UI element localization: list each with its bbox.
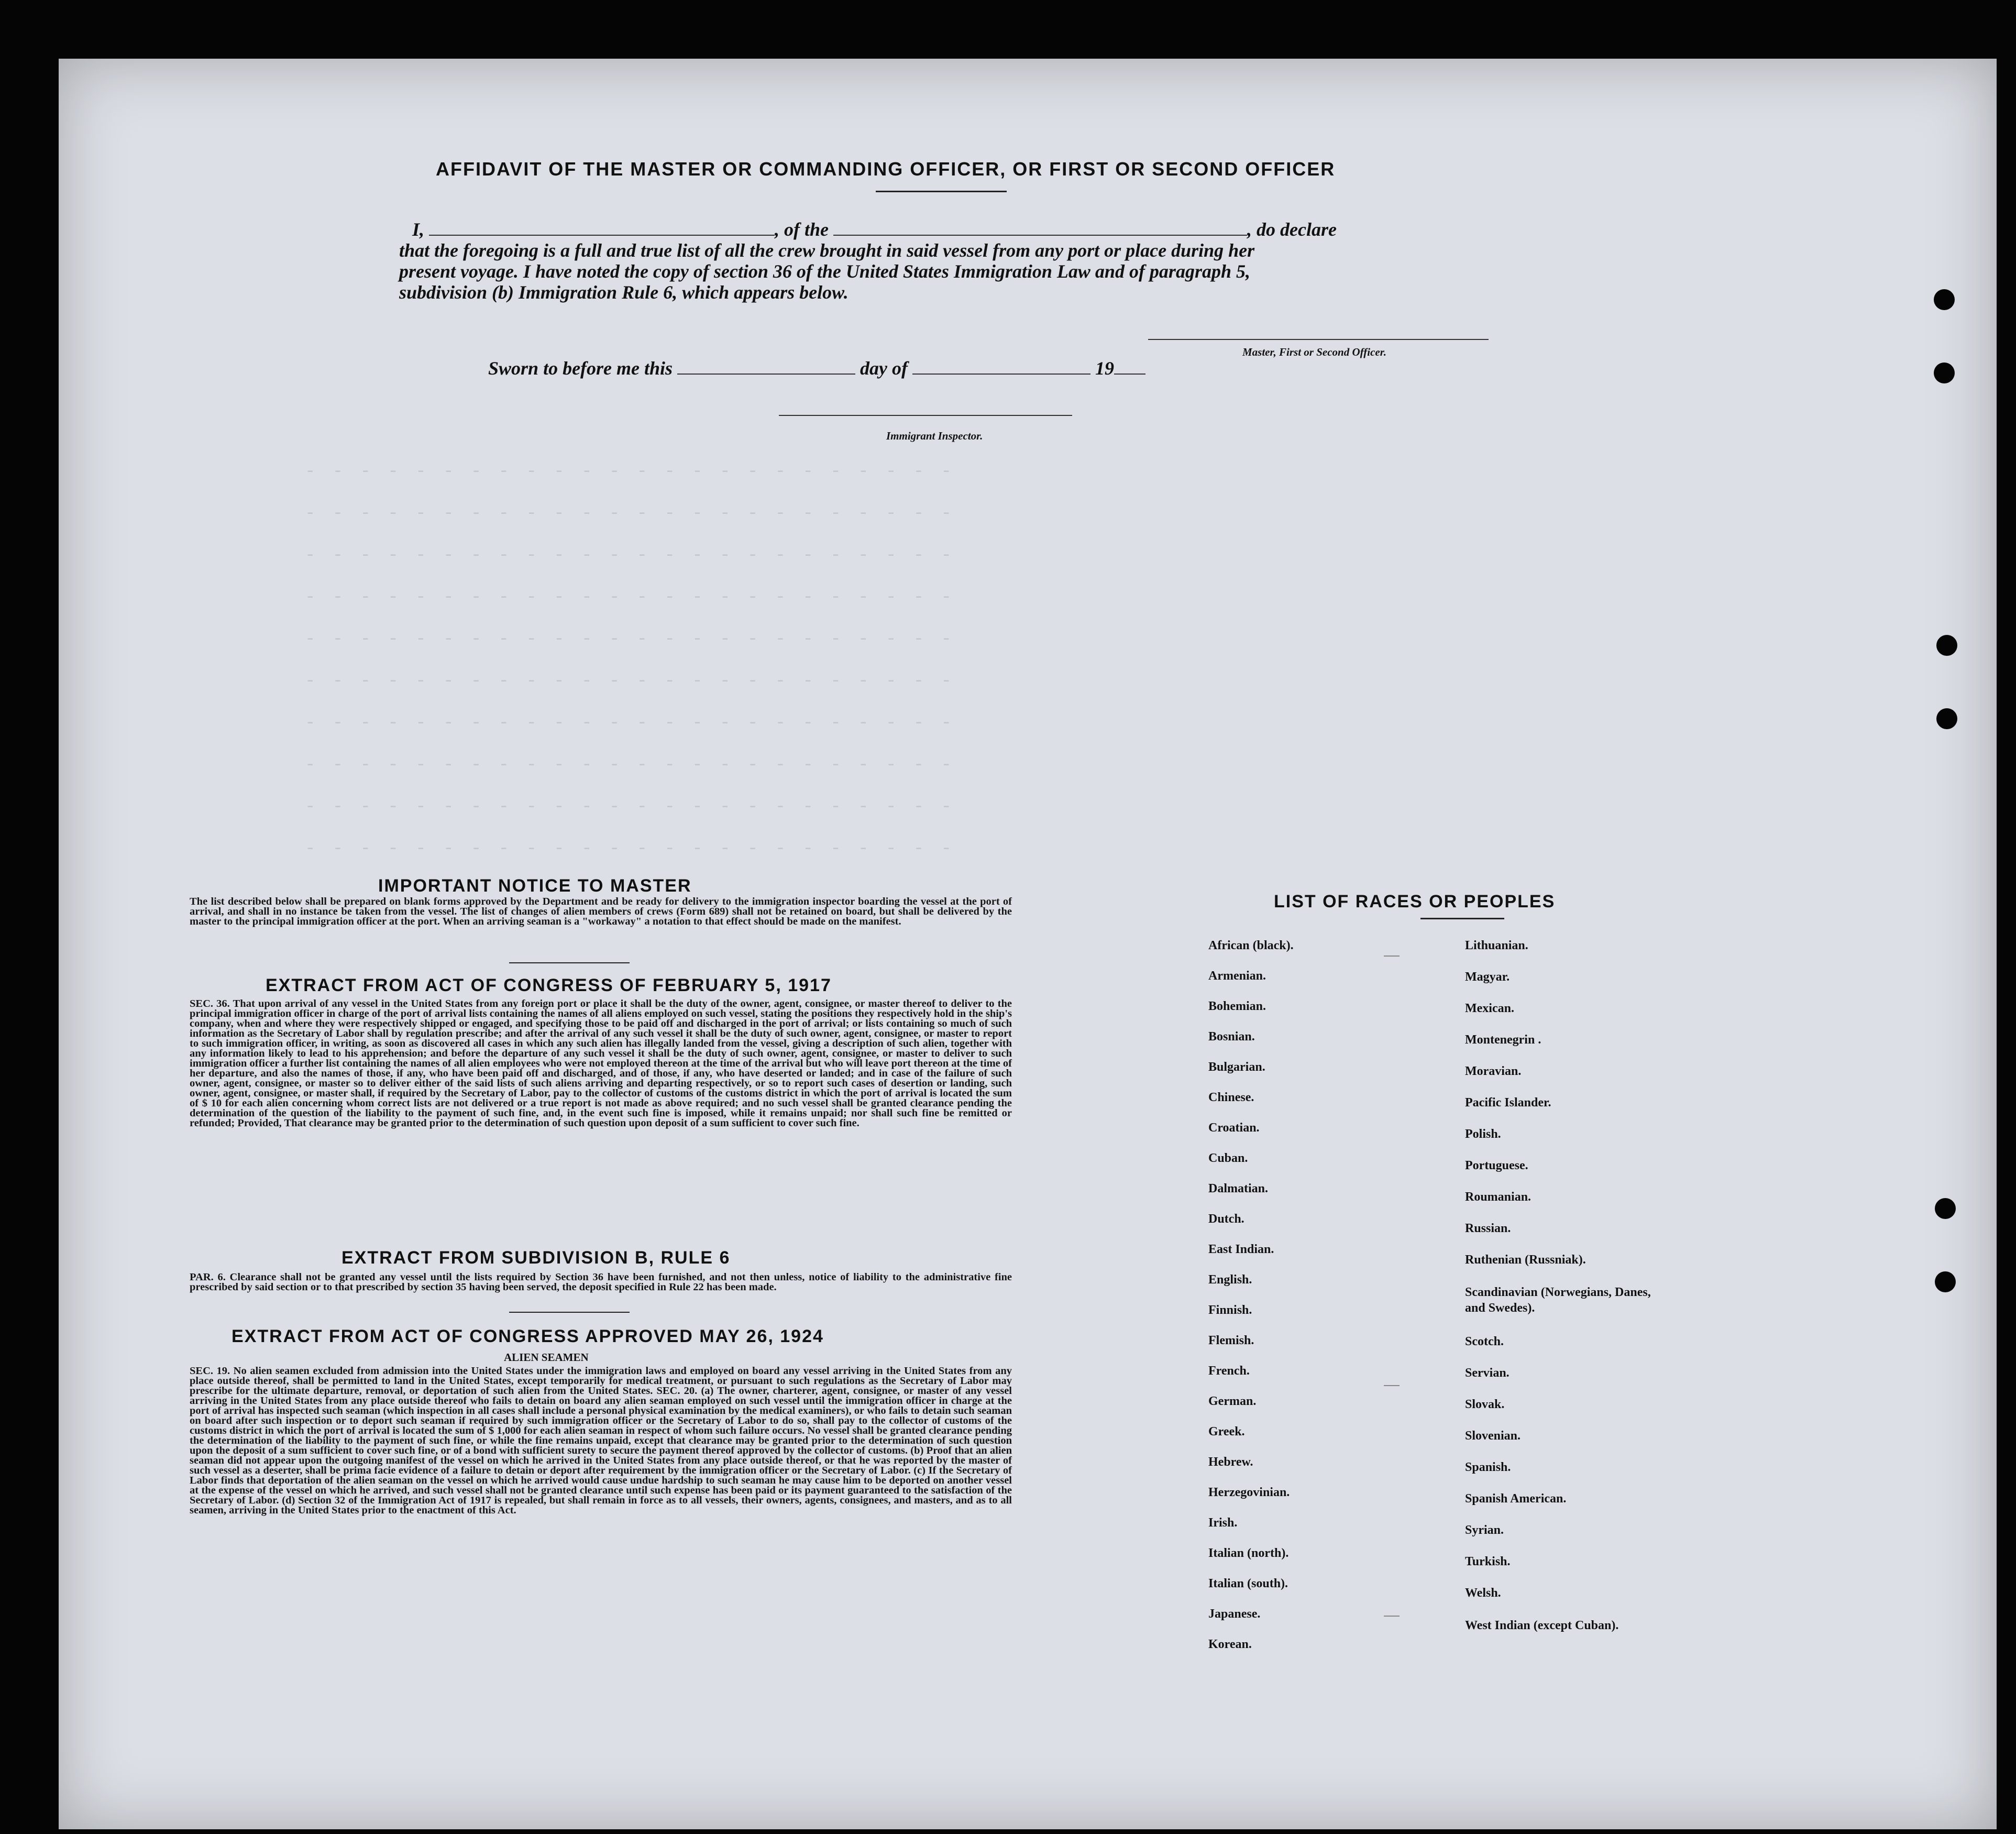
affidavit-of-the: , of the [775, 219, 829, 240]
race-item: Bohemian. [1208, 1000, 1266, 1013]
divider [1420, 918, 1504, 919]
punch-hole [1936, 635, 1957, 656]
punch-hole [1935, 1271, 1956, 1292]
race-item: Armenian. [1208, 969, 1266, 983]
extract-1917-title: EXTRACT FROM ACT OF CONGRESS OF FEBRUARY 5, 1917 [266, 975, 832, 995]
affidavit-line1 [412, 218, 1337, 240]
race-item: German. [1208, 1394, 1257, 1408]
extract-1924-title: EXTRACT FROM ACT OF CONGRESS APPROVED MAY 26, 1924 [232, 1326, 824, 1346]
race-item: Irish. [1208, 1516, 1238, 1530]
race-item: Polish. [1465, 1127, 1501, 1141]
punch-hole [1936, 708, 1957, 729]
sworn-year: 19 [1095, 358, 1115, 379]
race-item: Chinese. [1208, 1091, 1254, 1104]
race-item: Flemish. [1208, 1334, 1254, 1347]
race-item: Slovenian. [1465, 1429, 1521, 1443]
affidavit-do-declare: , do declare [1247, 219, 1337, 240]
divider [509, 1312, 630, 1313]
document-sheet: - - - - - - - - - - - - - - - - - - - - - - - - - - - - - - - - - - - - - - - - - - - - - - - - - - - - - - - - - - - - - - - - - - - - - - - - - - - - - - - - - - - - - - - - - - - - - - - - - - - - - - - - - - - - - - - - - - - - - - - - - - - - - - - - - - - - - - - - - - - - - - - - - - - - - - - - - - - - - - - - - - - - - - - - - - - - - - - - - - - - - - - - - - - - - - - - - - - - - - - - - - - - - - - - - - - - - - - - - - - - - - - - - - - - - - - - - - - - - - - - AFFIDAVIT OF THE MASTER OR COMMANDING OFFICER, OR FIRST OR SECOND OFFICER I, , of the , do declare that the foregoing is a full and true list of all the crew brought in said vessel from any port or place during her present voyage. I have noted the copy of section 36 of the United States Immigration Law and of paragraph 5, subdivision (b) Immigration Rule 6, which appears below. Master, First or Second Officer. Sworn to before me this day of 19 Immigrant Inspector. IMPORTANT NOTICE TO MASTER The list described below shall be prepared on blank forms approved by the Department and be ready for delivery to the immigration inspector boarding the vessel at the port of arrival, and shall in no instance be taken from the vessel. The list of changes of alien members of crews (Form 689) shall not be retained on board, but shall be delivered by the master to the principal immigration officer at the port. When an arriving seaman is a "workaway" a notation to that effect should be made on the manifest. EXTRACT FROM ACT OF CONGRESS OF FEBRUARY 5, 1917 SEC. 36. That upon arrival of any vessel in the United States from any foreign port or place it shall be the duty of the owner, agent, consignee, or master thereof to deliver to the principal immigration officer in charge of the port of arrival lists containing the names of all aliens employed on such vessel, stating the positions they respectively hold in the ship's company, when and where they were respectively shipped or engaged, and specifying those to be paid off and discharged in the port of arrival; or lists containing so much of such information as the Secretary of Labor shall by regulation prescribe; and after the arrival of any such vessel it shall be the duty of such owner, agent, consignee, or master to report to such immigration officer, in writing, as soon as discovered all cases in which any such alien has illegally landed from the vessel, giving a description of such alien, together with any information likely to lead to his apprehension; and before the departure of any such vessel it shall be the duty of such owner, agent, consignee, or master to deliver to such immigration officer a further list containing the names of all alien employees who were not employed thereon at the time of the arrival but who will leave port thereon at the time of her departure, and also the names of those, if any, who have been paid off and discharged, and of those, if any, who have deserted or landed; and in case of the failure of such owner, agent, consignee, or master so to deliver either of the said lists of such aliens arriving and departing respectively, or so to report such cases of desertion or landing, such owner, agent, consignee, or master shall, if required by the Secretary of Labor, pay to the collector of customs of the customs district in which the port of arrival is located the sum of $ 10 for each alien concerning whom correct lists are not delivered or a true report is not made as above required; and no such vessel shall be granted clearance pending the determination of the question of the liability to the payment of such fine, and, in the event such fine is imposed, while it remains unpaid; nor shall such fine be remitted or refunded; Provided, That clearance may be granted prior to the determination of such question upon deposit of a sum sufficient to cover such fine. EXTRACT FROM SUBDIVISION B, RULE 6 PAR. 6. Clearance shall not be granted any vessel until the lists required by Section 36 have been furnished, and not then unless, notice of liability to the administrative fine prescribed by said section or to that prescribed by section 35 having been served, the deposit specified in Rule 22 has been made. EXTRACT FROM ACT OF CONGRESS APPROVED MAY 26, 1924 ALIEN SEAMEN SEC. 19. No alien seamen excluded from admission into the United States under the immigration laws and employed on board any vessel arriving in the United States from any place outside thereof, shall be permitted to land in the United States, except temporarily for medical treatment, or pursuant to such regulations as the Secretary of Labor may prescribe for the ultimate departure, removal, or deportation of such alien from the United States. SEC. 20. (a) The owner, charterer, agent, consignee, or master of any vessel arriving in the United States from any place outside thereof who fails to detain on board any alien seaman employed on such vessel until the immigration officer in charge at the port of arrival has inspected such seaman (which inspection in all cases shall include a personal physical examination by the medical examiners), or who fails to detain such seaman on board after such inspection or to deport such seaman if required by such immigration officer or the Secretary of Labor to do so, shall pay to the collector of customs of the customs district in which the port of arrival is located the sum of $ 1,000 for each alien seaman in respect of whom such failure occurs. No vessel shall be granted clearance pending the determination of the liability to the payment of such fine, or while the fine remains unpaid, except that clearance may be granted prior to the determination of such question upon the deposit of a sum sufficient to cover such fine, or of a bond with sufficient surety to secure the payment thereof approved by the collector of customs. (b) Proof that an alien seaman did not appear upon the outgoing manifest of the vessel on which he arrived in the United States from any place outside thereof, or that he was reported by the master of such vessel as a deserter, shall be prima facie evidence of a failure to detain or deport after requirement by the immigration officer or the Secretary of Labor. (c) If the Secretary of Labor finds that deportation of the alien seaman on the vessel on which he arrived would cause undue hardship to such seaman he may cause him to be deported on another vessel at the expense of the vessel on which he arrived, and such vessel shall not be granted clearance until such expense has been paid or its payment guaranteed to the satisfaction of the Secretary of Labor. (d) Section 32 of the Immigration Act of 1917 is repealed, but shall remain in force as to all vessels, their owners, agents, consignees, and masters, and as to all seamen, arriving in the United States prior to the enactment of this Act. LIST OF RACES OR PEOPLES African (black). Armenian. Bohemian. Bosnian. Bulgarian. Chinese. Croatian. Cuban. Dalmatian. Dutch. East Indian. English. Finnish. Flemish. French. German. Greek. Hebrew. Herzegovinian. Irish. Italian (north). Italian (south). Japanese. Korean. Lithuanian. Magyar. Mexican. Montenegrin . Moravian. Pacific Islander. Polish. Portuguese. Roumanian. Russian. Ruthenian (Russniak). Scandinavian (Norwegians, Danes, and Swedes). Scotch. Servian. Slovak. Slovenian. Spanish. Spanish American. Syrian. Turkish. Welsh. West Indian (except Cuban). [59, 59, 1997, 1829]
race-item: Roumanian. [1465, 1190, 1532, 1204]
race-item: Russian. [1465, 1222, 1511, 1235]
race-item: Italian (north). [1208, 1546, 1289, 1560]
extract-1924-body: SEC. 19. No alien seamen excluded from admission into the United States under the immigration laws and employed on board any vessel arriving in the United States from any place outside thereof, shall be permitted to land in the United States, except temporarily for medical treatment, or pursuant to such regulations as the Secretary of Labor may prescribe for the ultimate departure, removal, or deportation of such alien from the United States. SEC. 20. (a) The owner, charterer, agent, consignee, or master of any vessel arriving in the United States from any place outside thereof who fails to detain on board any alien seaman employed on such vessel until the immigration officer in charge at the port of arrival has inspected such seaman (which inspection in all cases shall include a personal physical examination by the medical examiners), or who fails to detain such seaman on board after such inspection or to deport such seaman if required by such immigration officer or the Secretary of Labor to do so, shall pay to the collector of customs of the customs district in which the port of arrival is located the sum of $ 1,000 for each alien seaman in respect of whom such failure occurs. No vessel shall be granted clearance pending the determination of the liability to the payment of such fine, or while the fine remains unpaid, except that clearance may be granted prior to the determination of such question upon the deposit of a sum sufficient to cover such fine, or of a bond with sufficient surety to secure the payment thereof approved by the collector of customs. (b) Proof that an alien seaman did not appear upon the outgoing manifest of the vessel on which he arrived in the United States from any place outside thereof, or that he was reported by the master of such vessel as a deserter, shall be prima facie evidence of a failure to detain or deport after requirement by the immigration officer or the Secretary of Labor. (c) If the Secretary of Labor finds that deportation of the alien seaman on the vessel on which he arrived would cause undue hardship to such seaman he may cause him to be deported on another vessel at the expense of the vessel on which he arrived, and such vessel shall not be granted clearance until such expense has been paid or its payment guaranteed to the satisfaction of the Secretary of Labor. (d) Section 32 of the Immigration Act of 1917 is repealed, but shall remain in force as to all vessels, their owners, agents, consignees, and masters, and as to all seamen, arriving in the United States prior to the enactment of this Act. [190, 1365, 1012, 1516]
affidavit-i: I, [412, 219, 425, 240]
race-item: Bulgarian. [1208, 1060, 1265, 1074]
race-item: Syrian. [1465, 1523, 1504, 1537]
race-item: Portuguese. [1465, 1159, 1528, 1172]
vessel-blank[interactable] [833, 235, 1247, 236]
race-item: Italian (south). [1208, 1577, 1288, 1590]
inspector-label: Immigrant Inspector. [886, 430, 983, 442]
race-item: Hebrew. [1208, 1455, 1253, 1469]
race-item: English. [1208, 1273, 1252, 1287]
notice-title: IMPORTANT NOTICE TO MASTER [378, 876, 692, 896]
race-item: East Indian. [1208, 1243, 1274, 1256]
race-item: Croatian. [1208, 1121, 1260, 1135]
race-item: Japanese. [1208, 1607, 1261, 1621]
extract-1917-body: SEC. 36. That upon arrival of any vessel in the United States from any foreign port or place it shall be the duty of the owner, agent, consignee, or master thereof to deliver to the principal immigration officer in charge of the port of arrival lists containing the names of all aliens employed on such vessel, stating the positions they respectively hold in the ship's company, when and where they were respectively shipped or engaged, and specifying those to be paid off and discharged in the port of arrival; or lists containing so much of such information as the Secretary of Labor shall by regulation prescribe; and after the arrival of any such vessel it shall be the duty of such owner, agent, consignee, or master to report to such immigration officer, in writing, as soon as discovered all cases in which any such alien has illegally landed from the vessel, giving a description of such alien, together with any information likely to lead to his apprehension; and before the departure of any such vessel it shall be the duty of such owner, agent, consignee, or master to deliver to such immigration officer a further list containing the names of all alien employees who were not employed thereon at the time of the arrival but who will leave port thereon at the time of her departure, and also the names of those, if any, who have been paid off and discharged, and of those, if any, who have deserted or landed; and in case of the failure of such owner, agent, consignee, or master so to deliver either of the said lists of such aliens arriving and departing respectively, or so to report such cases of desertion or landing, such owner, agent, consignee, or master shall, if required by the Secretary of Labor, pay to the collector of customs of the customs district in which the port of arrival is located the sum of $ 10 for each alien concerning whom correct lists are not delivered or a true report is not made as above required; and no such vessel shall be granted clearance pending the determination of the question of the liability to the payment of such fine, and, in the event such fine is imposed, while it remains unpaid; nor shall such fine be remitted or refunded; Provided, That clearance may be granted prior to the determination of such question upon deposit of a sum sufficient to cover such fine. [190, 998, 1012, 1129]
race-item: Turkish. [1465, 1555, 1511, 1568]
signature-label: Master, First or Second Officer. [1242, 346, 1386, 358]
name-blank[interactable] [429, 235, 775, 236]
sworn-prefix: Sworn to before me this [488, 358, 673, 379]
race-item: Korean. [1208, 1638, 1252, 1651]
inspector-line[interactable] [779, 415, 1072, 416]
sworn-month-blank[interactable] [912, 374, 1090, 375]
race-item: Dalmatian. [1208, 1182, 1268, 1195]
race-item: West Indian (except Cuban). [1465, 1619, 1619, 1632]
race-item: Bosnian. [1208, 1030, 1255, 1044]
divider [509, 962, 630, 963]
race-item: Welsh. [1465, 1586, 1501, 1600]
extract-rule6-title: EXTRACT FROM SUBDIVISION B, RULE 6 [341, 1248, 731, 1268]
race-item: Mexican. [1465, 1002, 1514, 1015]
race-item: Slovak. [1465, 1398, 1505, 1411]
affidavit-line2: that the foregoing is a full and true list of all the crew brought in said vessel from any port or place during her [399, 240, 1255, 261]
race-item: Servian. [1465, 1366, 1510, 1380]
race-item: Spanish American. [1465, 1492, 1567, 1506]
race-item: Dutch. [1208, 1212, 1244, 1226]
affidavit-line3: present voyage. I have noted the copy of section 36 of the United States Immigration Law and of paragraph 5, [399, 261, 1250, 282]
race-item: Scandinavian (Norwegians, Danes, and Swedes). [1465, 1286, 1651, 1315]
races-title: LIST OF RACES OR PEOPLES [1274, 892, 1556, 911]
notice-body: The list described below shall be prepared on blank forms approved by the Department and be ready for delivery to the immigration inspector boarding the vessel at the port of arrival, and shall in no instance be taken from the vessel. The list of changes of alien members of crews (Form 689) shall not be retained on board, but shall be delivered by the master to the principal immigration officer at the port. When an arriving seaman is a "workaway" a notation to that effect should be made on the manifest. [190, 896, 1012, 927]
race-item: Finnish. [1208, 1303, 1252, 1317]
sworn-line [488, 357, 1145, 379]
extract-rule6-body: PAR. 6. Clearance shall not be granted any vessel until the lists required by Section 36 have been furnished, and not then unless, notice of liability to the administrative fine prescribed by said section or to that prescribed by section 35 having been served, the deposit specified in Rule 22 has been made. [190, 1271, 1012, 1293]
sworn-day-of: day of [860, 358, 908, 379]
race-item: African (black). [1208, 939, 1294, 952]
divider [876, 191, 1007, 192]
race-item: Greek. [1208, 1425, 1245, 1438]
race-item: Scotch. [1465, 1335, 1504, 1348]
signature-line[interactable] [1148, 339, 1489, 340]
race-item: Ruthenian (Russniak). [1465, 1253, 1586, 1267]
extract-1924-subtitle: ALIEN SEAMEN [504, 1351, 589, 1364]
punch-hole [1934, 363, 1955, 383]
race-item: French. [1208, 1364, 1250, 1378]
race-item: Moravian. [1465, 1064, 1522, 1078]
race-item: Pacific Islander. [1465, 1096, 1551, 1110]
race-item: Montenegrin . [1465, 1033, 1541, 1047]
affidavit-title: AFFIDAVIT OF THE MASTER OR COMMANDING OFFICER, OR FIRST OR SECOND OFFICER [436, 158, 1336, 180]
race-item: Spanish. [1465, 1460, 1511, 1474]
punch-hole [1935, 1198, 1956, 1219]
race-item: Magyar. [1465, 970, 1510, 984]
punch-hole [1934, 289, 1955, 310]
affidavit-line4: subdivision (b) Immigration Rule 6, which appears below. [399, 282, 849, 303]
race-item: Cuban. [1208, 1151, 1248, 1165]
sworn-day-blank[interactable] [677, 374, 855, 375]
race-item: Herzegovinian. [1208, 1486, 1290, 1499]
race-item: Lithuanian. [1465, 939, 1528, 952]
sworn-year-blank[interactable] [1114, 374, 1145, 375]
